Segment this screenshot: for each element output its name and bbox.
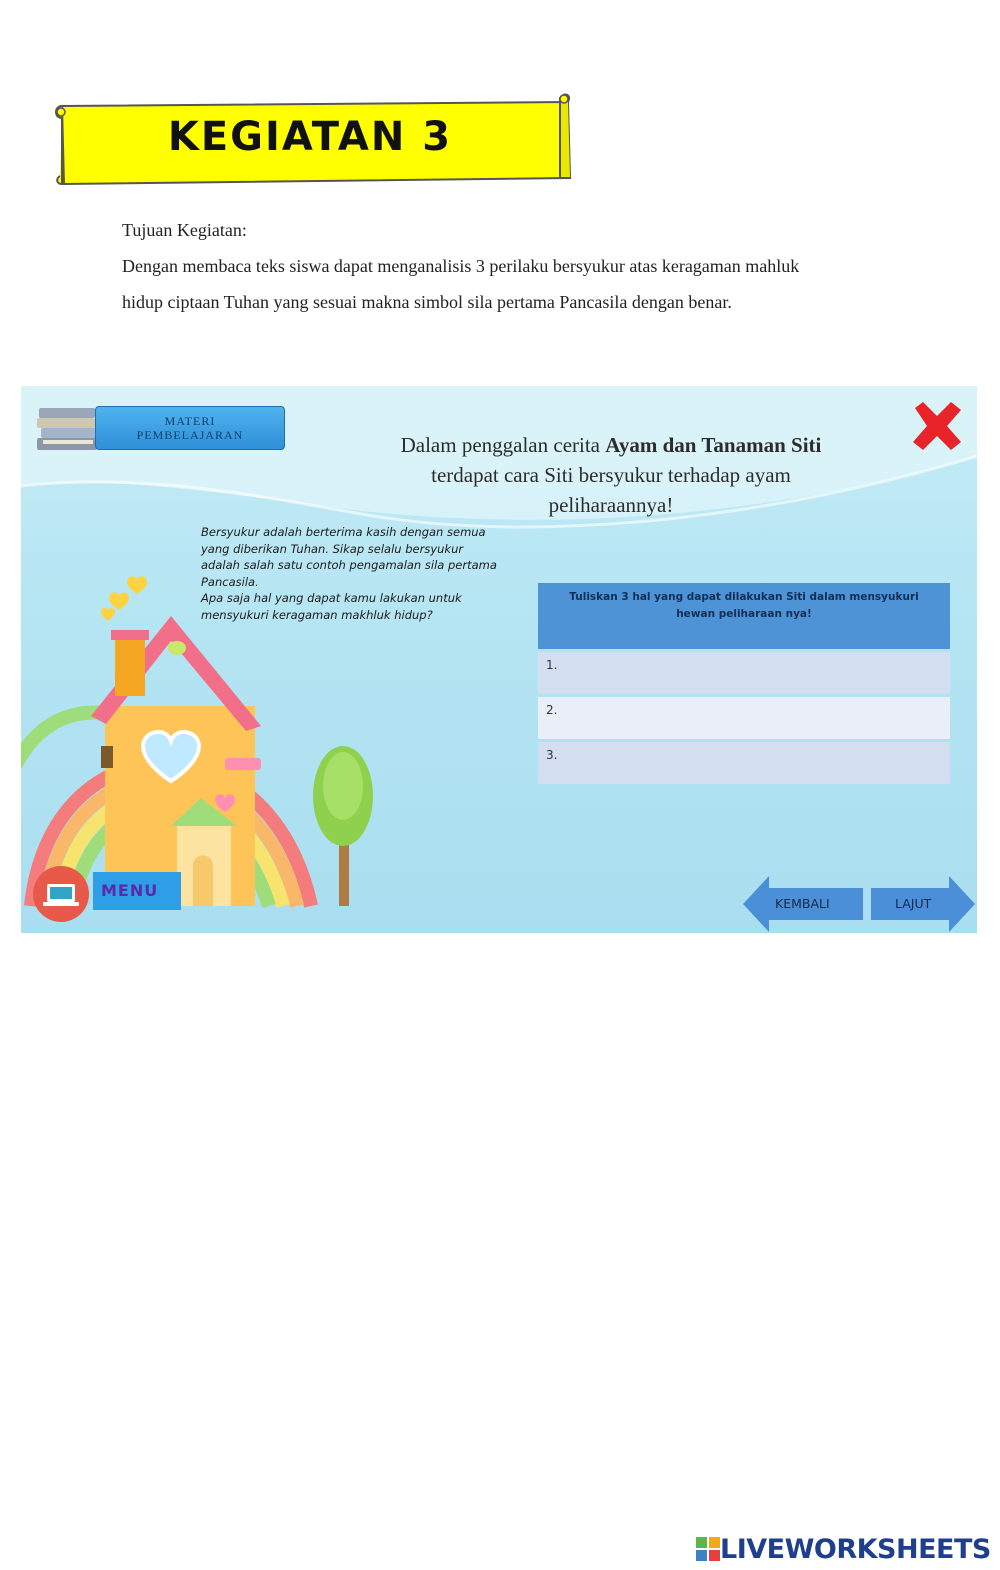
kembali-button[interactable] xyxy=(743,876,867,933)
intro-line: mensyukuri keragaman makhluk hidup? xyxy=(201,607,433,622)
kembali-label: KEMBALI xyxy=(775,896,830,911)
goal-text-line-2: hidup ciptaan Tuhan yang sesuai makna simbol sila pertama Pancasila dengan benar. xyxy=(122,292,732,312)
intro-line: Bersyukur adalah berterima kasih dengan semua xyxy=(201,525,486,539)
activity-goal xyxy=(122,212,922,320)
close-icon[interactable] xyxy=(909,398,965,459)
heading-line-2: terdapat cara Siti bersyukur terhadap ayam xyxy=(431,463,791,487)
logo-text: LIVEWORKSHEETS xyxy=(720,1533,991,1565)
title-banner xyxy=(52,92,580,192)
intro-line: Apa saja hal yang dapat kamu lakukan untuk xyxy=(201,591,462,605)
task-title: Tuliskan 3 hal yang dapat dilakukan Siti dalam mensyukuri hewan peliharaan nya! xyxy=(538,583,950,649)
task-table xyxy=(538,583,950,784)
lajut-button[interactable] xyxy=(871,876,977,933)
goal-label: Tujuan Kegiatan: xyxy=(122,220,247,240)
materi-label-line-1: MATERI xyxy=(164,414,216,428)
books-icon xyxy=(35,400,101,463)
liveworksheets-logo-icon xyxy=(696,1537,720,1561)
heading-line-3: peliharaannya! xyxy=(548,493,674,517)
page-title: KEGIATAN 3 xyxy=(167,114,453,160)
heading-line-1: Dalam penggalan cerita Ayam dan Tanaman Siti xyxy=(400,433,822,457)
intro-line: Pancasila. xyxy=(201,574,259,589)
menu-laptop-icon[interactable] xyxy=(31,866,93,927)
materi-label-line-2: PEMBELAJARAN xyxy=(136,428,244,442)
goal-text-line-1: Dengan membaca teks siswa dapat menganalisis 3 perilaku bersyukur atas keragaman mahluk xyxy=(122,256,800,276)
materi-pembelajaran-button[interactable] xyxy=(95,406,285,450)
answer-field-2[interactable]: 2. xyxy=(538,697,950,739)
intro-line: adalah salah satu contoh pengamalan sila pertama xyxy=(201,558,497,572)
lesson-slide xyxy=(21,386,977,933)
lajut-label: LAJUT xyxy=(895,896,932,911)
intro-line: yang diberikan Tuhan. Sikap selalu bersyukur xyxy=(201,541,464,556)
story-title: Ayam dan Tanaman Siti xyxy=(605,433,822,457)
answer-field-3[interactable]: 3. xyxy=(538,742,950,784)
answer-field-1[interactable]: 1. xyxy=(538,652,950,694)
slide-heading xyxy=(361,430,861,520)
liveworksheets-logo xyxy=(696,1534,991,1564)
menu-button[interactable]: MENU xyxy=(93,872,181,910)
intro-text xyxy=(201,524,541,623)
